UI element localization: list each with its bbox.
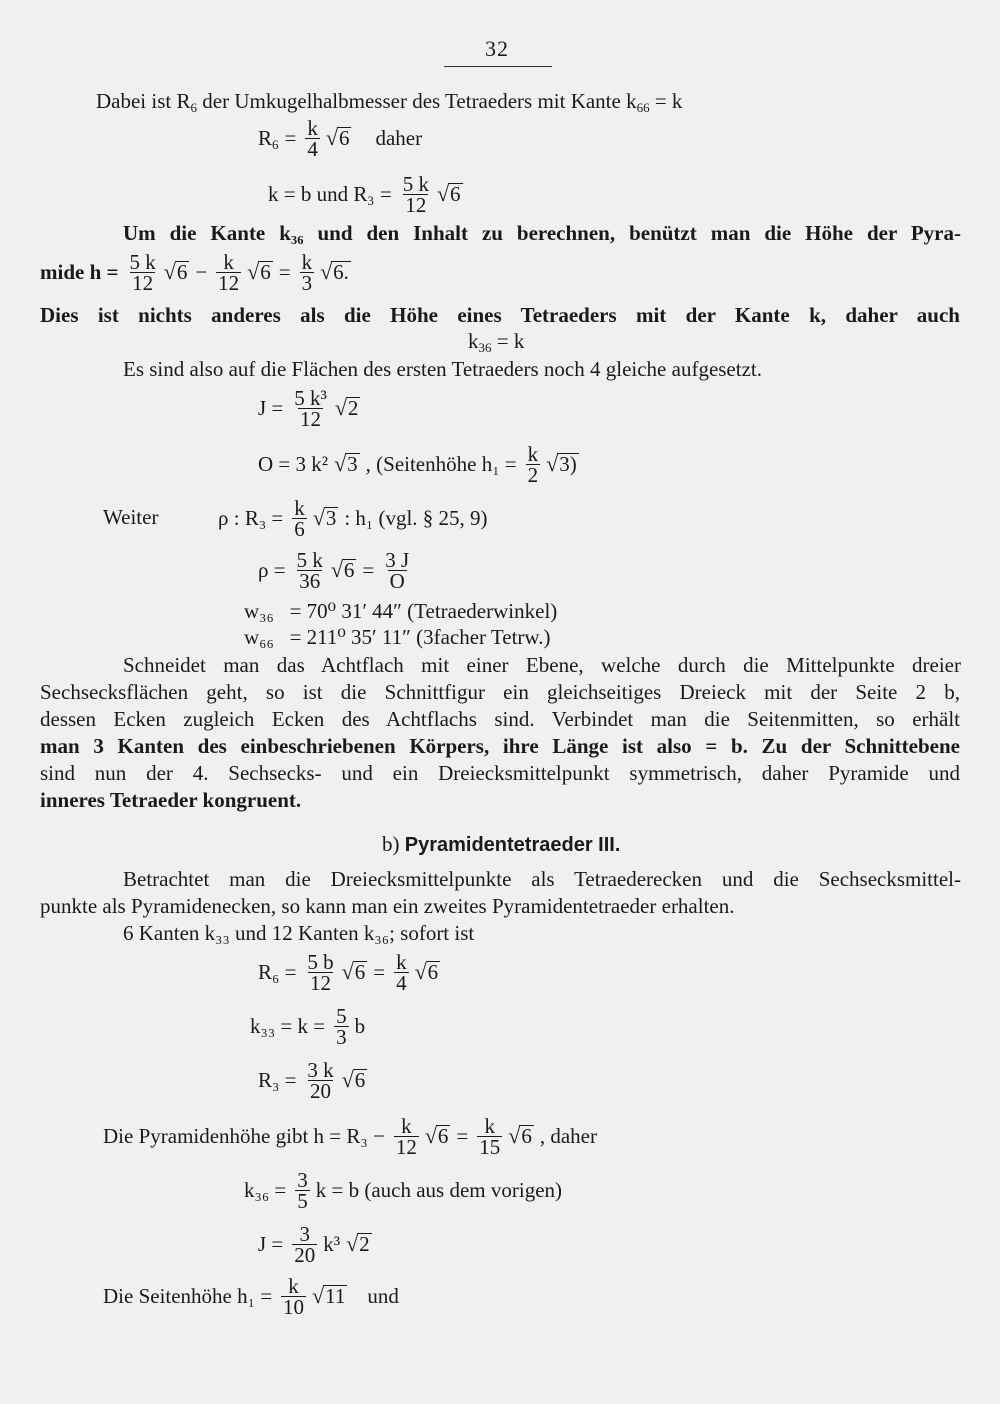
- text: k = b und R: [268, 181, 368, 206]
- equation-k36-b: [244, 1166, 568, 1214]
- equals: =: [379, 181, 392, 206]
- equation-volume-b: J = $\frac{3}{20}$ k³ √2: [258, 1221, 370, 1267]
- fraction: $\frac{3}{20}$: [294, 1221, 316, 1267]
- text: = k: [496, 329, 525, 353]
- equation-rho-ratio: ρ : R₃ = $\frac{k}{6}$ √3 : h₁ (vgl. § 25, 9): [218, 495, 488, 541]
- paragraph-line: Betrachtet man die Dreiecksmittelpunkte als Tetraederecken und die Sechsecksmittel-: [123, 867, 961, 891]
- fraction: $\frac{k}{3}$: [301, 249, 313, 295]
- text: k₃₆ =: [244, 1177, 287, 1202]
- paragraph-line: man 3 Kanten des einbeschriebenen Körpers, ihre Länge ist also = b. Zu der Schnittebene: [40, 734, 960, 758]
- paragraph-tetraeder-hoehe: Dies ist nichts anderes als die Höhe eines Tetraeders mit der Kante k, daher auch: [40, 303, 960, 327]
- equation-w36: [244, 598, 557, 624]
- paragraph-kante-k36: Um die Kante k₃₆ und den Inhalt zu berechnen, benützt man die Höhe der Pyra-: [123, 221, 961, 245]
- paragraph-line: dessen Ecken zugleich Ecken des Achtflachs sind. Verbindet man die Seitenmitten, so erhält: [40, 707, 960, 731]
- equation-rho: ρ = $\frac{5 k}{36}$ √6 = $\frac{3 J}{O}$: [258, 547, 410, 593]
- text: mide h =: [40, 259, 119, 284]
- paragraph-line: punkte als Pyramidenecken, so kann man ein zweites Pyramidentetraeder erhalten.: [40, 894, 735, 918]
- fraction: $\frac{k}{12}$: [218, 249, 240, 295]
- text: k₃₃ = k =: [250, 1013, 326, 1038]
- radicand: 11: [325, 1284, 346, 1308]
- text: = 211⁰ 35′ 11″ (3facher Tetrw.): [289, 625, 551, 649]
- fraction: $\frac{5 b}{12}$: [307, 949, 334, 995]
- text: daher: [375, 125, 423, 150]
- paragraph-umkugel: [96, 88, 682, 114]
- fraction: $\frac{5}{3}$: [336, 1003, 347, 1049]
- equals: =: [278, 259, 291, 284]
- equation-k36: [468, 328, 524, 354]
- radicand: 3: [347, 452, 358, 476]
- text: ρ : R₃ =: [218, 505, 284, 530]
- text: J =: [258, 1231, 284, 1256]
- equation-pyramidenhoehe: Die Pyramidenhöhe gibt h = R₃ − $\frac{k}{12}$ √6 = $\frac{k}{15}$ √6 , daher: [103, 1113, 597, 1159]
- equals: =: [456, 1123, 469, 1148]
- label-weiter: Weiter: [103, 505, 159, 529]
- minus: −: [195, 259, 208, 284]
- paragraph-line: inneres Tetraeder kongruent.: [40, 788, 302, 812]
- fraction: $\frac{k}{2}$: [527, 441, 539, 487]
- text: ρ =: [258, 557, 286, 582]
- fraction: $\frac{5 k}{12}$: [129, 249, 156, 295]
- radicand: 6.: [333, 260, 349, 284]
- header-rule: [444, 66, 552, 67]
- paragraph-line: Sechsecksflächen geht, so ist die Schnittfigur ein gleichseitiges Dreieck mit der Seite 2 b,: [40, 680, 960, 704]
- text: und: [367, 1283, 399, 1308]
- text: der Umkugelhalbmesser des Tetraeders mit Kante k: [197, 89, 637, 113]
- fraction: $\frac{5 k}{36}$: [296, 547, 323, 593]
- heading-label: b): [382, 832, 400, 856]
- fraction: $\frac{3 J}{O}$: [385, 547, 410, 593]
- text: R₃ =: [258, 1067, 297, 1092]
- fraction: $\frac{k}{6}$: [294, 495, 305, 541]
- symbol: w₃₆: [244, 599, 274, 623]
- equation-r6-b: R₆ = $\frac{5 b}{12}$ √6 = $\frac{k}{4}$ √6: [258, 949, 439, 995]
- paragraph-line: Schneidet man das Achtflach mit einer Ebene, welche durch die Mittelpunkte dreier: [123, 653, 961, 677]
- text: Die Pyramidenhöhe gibt h = R₃ −: [103, 1123, 385, 1148]
- text: , daher: [539, 1123, 597, 1148]
- text: k³: [323, 1231, 341, 1256]
- equation-w66: [244, 624, 550, 650]
- equals: =: [373, 959, 386, 984]
- equation-seitenhoehe: Die Seitenhöhe h₁ = $\frac{k}{10}$ √11 und: [103, 1273, 399, 1319]
- radicand: 6: [521, 1124, 532, 1148]
- paragraph-flaechen: Es sind also auf die Flächen des ersten Tetraeders noch 4 gleiche aufgesetzt.: [123, 357, 762, 381]
- subscript: 6: [272, 136, 279, 152]
- text: = 70⁰ 31′ 44″ (Tetraederwinkel): [289, 599, 558, 623]
- radicand: 6: [437, 1124, 449, 1148]
- text: Die Seitenhöhe h₁ =: [103, 1283, 273, 1308]
- fraction: $\frac{\text{5 k³}}{12}$: [294, 385, 327, 431]
- equation-r3-b: R₃ = $\frac{3 k}{20}$ √6: [258, 1057, 366, 1103]
- equation-volume: J = $\frac{\text{5 k³}}{12}$ √2: [258, 385, 359, 431]
- radicand: 6: [450, 182, 461, 206]
- symbol: k: [468, 329, 479, 353]
- equation-r6: $R_6$ = $\frac{k}{4}$ √6 daher: [258, 115, 423, 161]
- subscript: 3: [367, 192, 374, 208]
- equals: =: [362, 557, 375, 582]
- radicand: 2: [359, 1232, 370, 1256]
- text: O = 3 k²: [258, 451, 329, 476]
- section-heading: [382, 832, 620, 857]
- fraction: $\frac{k}{12}$: [395, 1113, 417, 1159]
- symbol: R: [258, 125, 273, 150]
- heading-title: Pyramidentetraeder III.: [404, 834, 621, 856]
- text: = k: [649, 89, 683, 113]
- radicand: 6: [354, 1068, 366, 1092]
- subscript: 6: [190, 100, 197, 115]
- fraction: $\frac{3 k}{20}$: [307, 1057, 334, 1103]
- equation-surface: O = 3 k² √3 , (Seitenhöhe h₁ = $\frac{k}{2}$ √3): [258, 441, 577, 487]
- fraction: $\frac{5 k}{12}$: [402, 171, 429, 217]
- text: Dabei ist R: [96, 89, 191, 113]
- paragraph-line: 6 Kanten k₃₃ und 12 Kanten k₃₆; sofort ist: [123, 921, 475, 945]
- radicand: 2: [347, 396, 359, 420]
- radicand: 3: [325, 506, 337, 530]
- fraction: $\frac{k}{4}$: [396, 949, 407, 995]
- paragraph-line: sind nun der 4. Sechsecks- und ein Dreiecksmittelpunkt symmetrisch, daher Pyramide und: [40, 761, 960, 785]
- equation-pyramid-height: mide h = $\frac{5 k}{12}$ √6 − $\frac{k}{12}$ √6 = $\frac{k}{3}$ √6.: [40, 249, 349, 295]
- equals: =: [284, 125, 297, 150]
- text: J =: [258, 395, 284, 420]
- radicand: 3): [559, 452, 577, 476]
- symbol: w₆₆: [244, 625, 274, 649]
- radicand: 6: [338, 126, 350, 150]
- text: , (Seitenhöhe h₁ =: [365, 451, 517, 476]
- equation-k33: [250, 1002, 371, 1050]
- text: k = b (auch aus dem vorigen): [315, 1177, 563, 1202]
- fraction: $\frac{3}{5}$: [297, 1167, 308, 1213]
- radicand: 6: [427, 960, 439, 984]
- text: b: [354, 1013, 366, 1038]
- fraction: $\frac{k}{4}$: [307, 115, 318, 161]
- radicand: 6: [260, 260, 271, 284]
- page-number: 32: [485, 36, 509, 61]
- radicand: 6: [343, 558, 355, 582]
- equation-r3: k = b und $R_3$ = $\frac{5 k}{12}$ √6: [268, 171, 461, 217]
- fraction: $\frac{k}{15}$: [479, 1113, 501, 1159]
- subscript: 66: [636, 100, 650, 115]
- text: : h₁ (vgl. § 25, 9): [344, 505, 488, 530]
- radicand: 6: [354, 960, 366, 984]
- radicand: 6: [176, 260, 188, 284]
- subscript: 36: [478, 340, 492, 355]
- fraction: $\frac{k}{10}$: [283, 1273, 305, 1319]
- text: R₆ =: [258, 959, 297, 984]
